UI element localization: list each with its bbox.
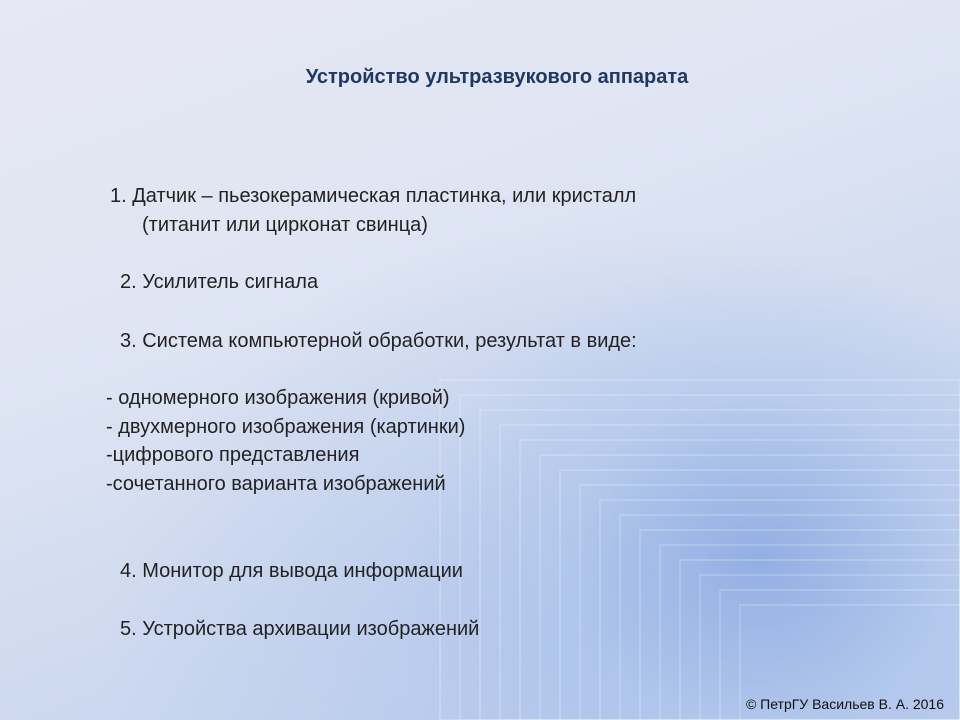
sub-item-4: -сочетанного варианта изображений <box>106 473 446 495</box>
sub-item-3: -цифрового представления <box>106 444 360 466</box>
slide-title: Устройство ультразвукового аппарата <box>305 66 689 88</box>
sub-item-2: - двухмерного изображения (картинки) <box>106 416 466 438</box>
item-2: 2. Усилитель сигнала <box>120 271 319 293</box>
sub-item-1: - одномерного изображения (кривой) <box>106 387 450 409</box>
copyright-footer: © ПетрГУ Васильев В. А. 2016 <box>745 696 944 712</box>
item-1-line-2: (титанит или цирконат свинца) <box>142 214 428 236</box>
item-3: 3. Система компьютерной обработки, результат в виде: <box>120 330 637 352</box>
item-4: 4. Монитор для вывода информации <box>120 560 463 582</box>
item-1-line-1: 1. Датчик – пьезокерамическая пластинка, или кристалл <box>110 185 637 207</box>
item-5: 5. Устройства архивации изображений <box>120 618 480 640</box>
